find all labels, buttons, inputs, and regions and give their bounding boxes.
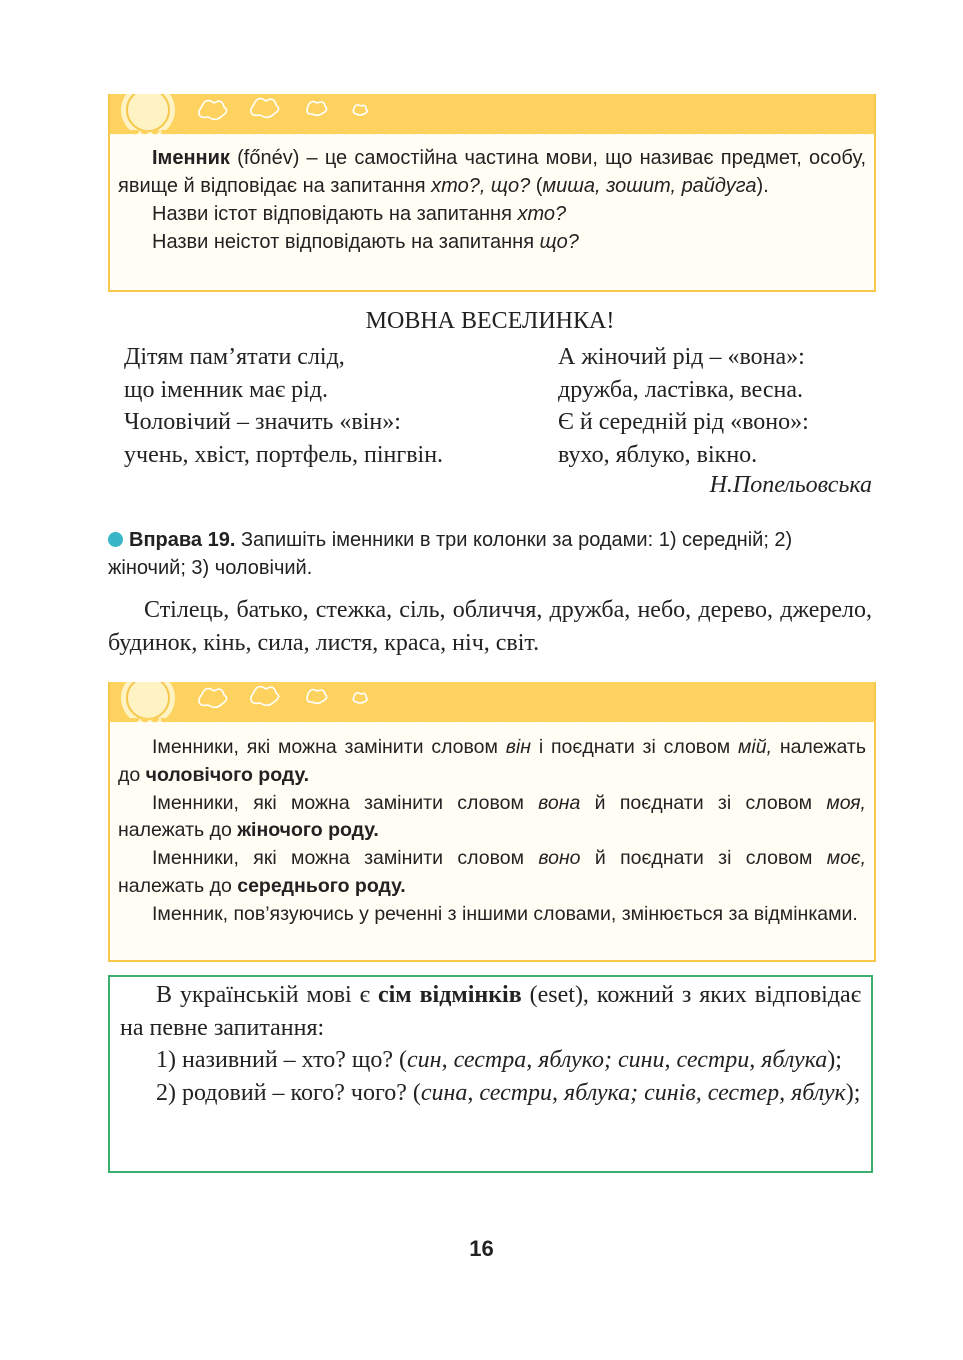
poem-line: учень, хвіст, портфель, пінгвін.	[124, 441, 444, 468]
cases-box	[108, 975, 873, 1173]
neuter-rule: Іменники, які можна замінити словом воно й поєднати зі словом моє, належать до середнього роду.	[118, 847, 866, 897]
exercise-label: Вправа 19.	[129, 529, 236, 551]
rule-header	[110, 94, 874, 134]
poem-line: Є й середній рід «воно»:	[558, 409, 809, 435]
case-nominative: 1) називний – хто? що? (син, сестра, яблуко; сини, сестри, яблука);	[156, 1047, 842, 1073]
cases-rule: Іменник, пов’язуючись у реченні з іншими словами, змінюється за відмінками.	[152, 902, 858, 925]
feminine-rule: Іменники, які можна замінити словом вона й поєднати зі словом моя, належать до жіночого роду.	[118, 791, 866, 842]
word-list: Стілець, батько, стежка, сіль, обличчя, дружба, небо, дерево, джерело, будинок, кінь, сила, листя, краса, ніч, світ.	[108, 597, 872, 656]
noun-definition: Іменник (főnév) – це самостійна частина мови, що називає предмет, особу, явище й відповідає на запитання хто?, що? (миша, зошит, райдуга).	[118, 147, 866, 197]
poem-line: вухо, яблуко, вікно.	[558, 441, 758, 468]
poem-line: А жіночий рід – «вона»:	[558, 344, 805, 370]
exercise-instruction: Запишіть іменники в три колонки за родами: 1) середній; 2) жіночий; 3) чоловічий.	[108, 529, 793, 579]
exercise-19	[108, 526, 872, 582]
bullet-icon	[108, 532, 123, 547]
page-number: 16	[469, 1236, 494, 1261]
rule-box-gender	[108, 682, 876, 962]
rule-text	[118, 734, 866, 929]
poem-line: що іменник має рід.	[124, 376, 329, 403]
scallop-edge	[110, 130, 874, 138]
animate-rule: Назви істот відповідають на запитання хто?	[152, 203, 567, 225]
poem-line: дружба, ластівка, весна.	[558, 376, 804, 403]
poem-right-column	[558, 341, 809, 471]
inanimate-rule: Назви неістот відповідають на запитання що?	[152, 231, 579, 253]
cases-intro: В українській мові є сім відмінків (eset), кожний з яких відповідає на певне запитання:	[120, 982, 861, 1041]
term-bold: Іменник	[152, 147, 230, 169]
poem-author: Н.Попельовська	[709, 472, 872, 498]
poem-line: Чоловічий – значить «він»:	[124, 409, 401, 435]
cloud-decoration-icon	[110, 94, 874, 134]
poem-title: МОВНА ВЕСЕЛИНКА!	[365, 308, 615, 334]
poem-left-column	[124, 341, 443, 471]
rule-box-noun	[108, 94, 876, 292]
cloud-decoration-icon	[110, 682, 874, 722]
case-genitive: 2) родовий – кого? чого? (сина, сестри, яблука; синів, сестер, яблук);	[156, 1079, 861, 1106]
exercise-words	[108, 594, 872, 660]
scallop-edge	[110, 718, 874, 726]
rule-header	[110, 682, 874, 722]
rule-text	[118, 144, 866, 256]
cases-text	[120, 979, 861, 1109]
poem-line: Дітям пам’ятати слід,	[124, 344, 345, 370]
masculine-rule: Іменники, які можна замінити словом він і поєднати зі словом мій, належать до чоловічого роду.	[118, 736, 866, 786]
